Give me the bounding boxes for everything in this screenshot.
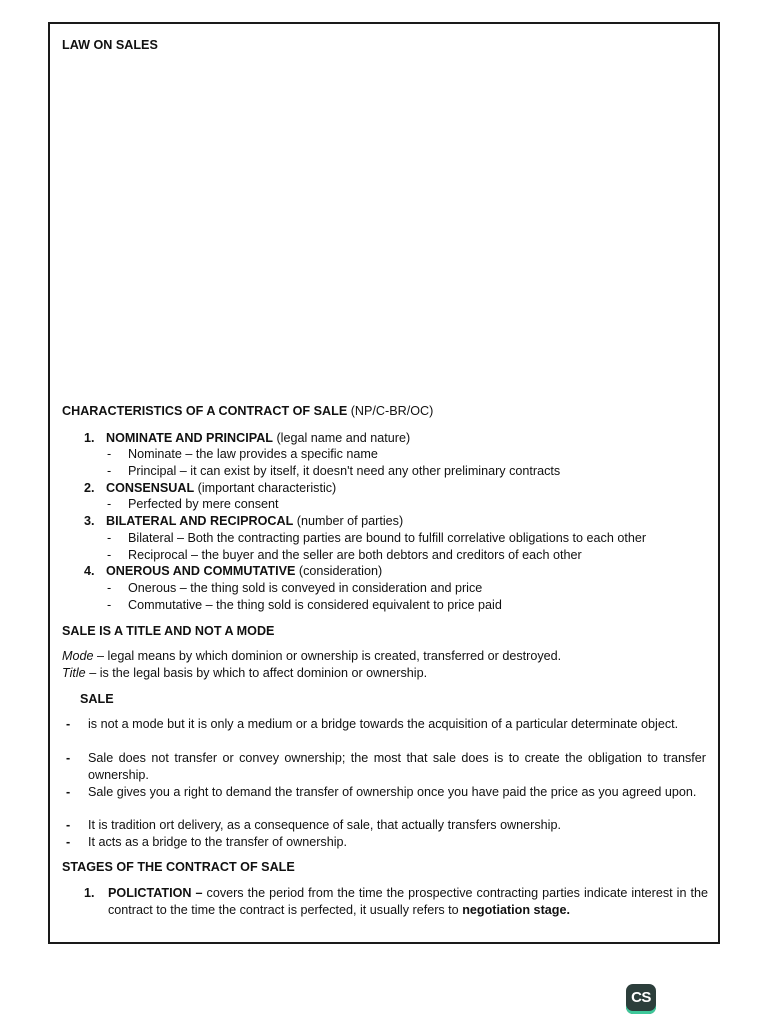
sale-bullet: -: [66, 785, 71, 799]
item-suffix: (consideration): [298, 564, 383, 578]
sub-item: Onerous – the thing sold is conveyed in consideration and price: [128, 581, 483, 595]
item-title: CONSENSUAL: [106, 481, 195, 495]
title-term: Title: [62, 666, 86, 680]
sub-item: Reciprocal – the buyer and the seller are both debtors and creditors of each other: [128, 548, 582, 562]
list-item: [106, 563, 382, 579]
sale-bullet: -: [66, 717, 71, 731]
stages-heading: STAGES OF THE CONTRACT OF SALE: [62, 860, 295, 874]
list-number: 1.: [84, 431, 95, 445]
list-item: [106, 430, 410, 446]
sale-point: is not a mode but it is only a medium or a bridge towards the acquisition of a particular determinate object.: [88, 717, 679, 731]
sale-heading: SALE: [80, 692, 114, 706]
list-number: 2.: [84, 481, 95, 495]
item-title: BILATERAL AND RECIPROCAL: [106, 514, 294, 528]
mode-term: Mode: [62, 649, 94, 663]
characteristics-heading-text: CHARACTERISTICS OF A CONTRACT OF SALE: [62, 404, 348, 418]
stage-item: [108, 885, 708, 919]
sale-bullet: -: [66, 818, 71, 832]
characteristics-heading-suffix: (NP/C-BR/OC): [350, 404, 434, 418]
sub-bullet: -: [107, 497, 112, 511]
camscanner-logo-icon: CS: [626, 984, 656, 1014]
item-title: NOMINATE AND PRINCIPAL: [106, 431, 273, 445]
item-title: ONEROUS AND COMMUTATIVE: [106, 564, 296, 578]
stage-emphasis: negotiation stage.: [462, 903, 570, 917]
sale-bullet: -: [66, 751, 71, 765]
item-suffix: (number of parties): [296, 514, 404, 528]
sale-point: Sale gives you a right to demand the transfer of ownership once you have paid the price as you agreed upon.: [88, 785, 697, 799]
list-number: 1.: [84, 886, 95, 900]
sub-bullet: -: [107, 581, 112, 595]
item-suffix: (important characteristic): [197, 481, 337, 495]
sub-bullet: -: [107, 598, 112, 612]
mode-def: – legal means by which dominion or ownership is created, transferred or destroyed.: [97, 649, 562, 663]
sale-point: Sale does not transfer or convey ownership; the most that sale does is to create the obligation to transfer ownership.: [88, 751, 706, 782]
sub-bullet: -: [107, 548, 112, 562]
sub-bullet: -: [107, 447, 112, 461]
list-number: 4.: [84, 564, 95, 578]
document-title: LAW ON SALES: [62, 38, 158, 52]
sub-bullet: -: [107, 464, 112, 478]
list-number: 3.: [84, 514, 95, 528]
sub-item: Bilateral – Both the contracting parties are bound to fulfill correlative obligations to each other: [128, 531, 647, 545]
title-def: – is the legal basis by which to affect dominion or ownership.: [89, 666, 428, 680]
title-mode-heading: SALE IS A TITLE AND NOT A MODE: [62, 624, 275, 638]
list-item: [106, 480, 336, 496]
item-suffix: (legal name and nature): [276, 431, 411, 445]
list-item: [106, 513, 403, 529]
stage-title: POLICTATION –: [108, 886, 203, 900]
characteristics-heading: [62, 403, 433, 419]
sale-bullet: -: [66, 835, 71, 849]
mode-definition: [62, 648, 561, 664]
stage-text: covers the period from the time the prospective contracting parties indicate interest in the contract to the time the contract is perfected, it usually refers to: [108, 886, 708, 917]
sub-bullet: -: [107, 531, 112, 545]
sub-item: Nominate – the law provides a specific name: [128, 447, 378, 461]
title-definition: [62, 665, 427, 681]
sale-point: It acts as a bridge to the transfer of ownership.: [88, 835, 348, 849]
sub-item: Principal – it can exist by itself, it doesn't need any other preliminary contracts: [128, 464, 561, 478]
sale-point: It is tradition ort delivery, as a consequence of sale, that actually transfers ownership.: [88, 818, 561, 832]
sub-item: Perfected by mere consent: [128, 497, 279, 511]
sub-item: Commutative – the thing sold is considered equivalent to price paid: [128, 598, 502, 612]
